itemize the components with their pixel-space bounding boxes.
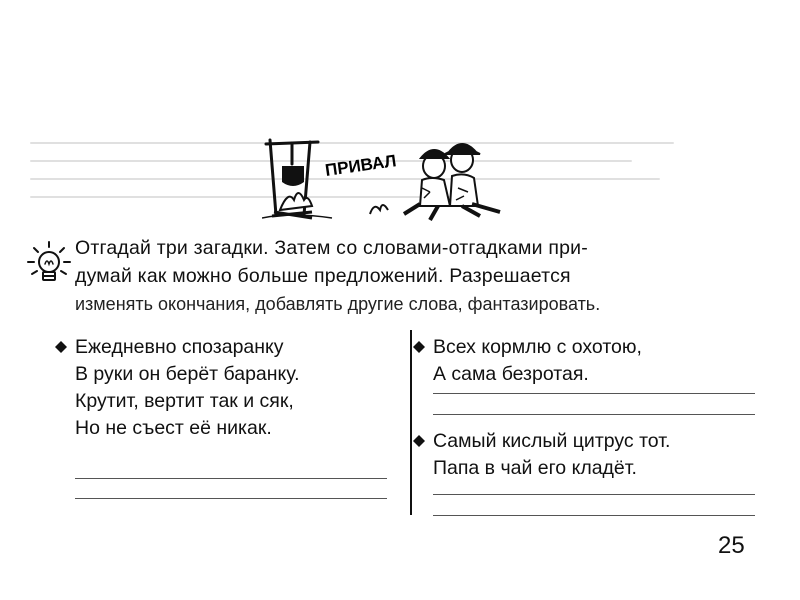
instruction-line: изменять окончания, добавлять другие слова, фантазировать.: [75, 294, 601, 314]
riddle-line: Но не съест её никак.: [75, 417, 272, 439]
riddle-2: [433, 334, 642, 388]
task-instructions: [75, 234, 765, 314]
riddle-line: Самый кислый цитрус тот.: [433, 430, 671, 452]
diamond-bullet-icon: [413, 341, 425, 353]
column-divider: [410, 330, 412, 515]
answer-line[interactable]: [433, 393, 755, 394]
answer-line[interactable]: [433, 414, 755, 415]
page-number: 25: [718, 532, 745, 559]
instruction-line: думай как можно больше предложений. Разрешается: [75, 265, 571, 287]
riddle-line: Крутит, вертит так и сяк,: [75, 390, 294, 412]
riddle-line: А сама безротая.: [433, 363, 589, 385]
answer-line[interactable]: [75, 478, 387, 479]
diamond-bullet-icon: [55, 341, 67, 353]
children-illustration: [404, 144, 500, 220]
lightbulb-icon: [26, 240, 72, 292]
riddle-line: В руки он берёт баранку.: [75, 363, 300, 385]
riddle-3: [433, 428, 670, 482]
instruction-line: Отгадай три загадки. Затем со словами-отгадками при-: [75, 237, 588, 259]
riddle-line: Всех кормлю с охотою,: [433, 336, 642, 358]
riddle-line: Папа в чай его кладёт.: [433, 457, 637, 479]
answer-line[interactable]: [433, 515, 755, 516]
diamond-bullet-icon: [413, 435, 425, 447]
answer-line[interactable]: [433, 494, 755, 495]
header-illustration: [262, 130, 517, 225]
riddle-line: Ежедневно спозаранку: [75, 336, 284, 358]
answer-line[interactable]: [75, 498, 387, 499]
riddle-1: [75, 334, 300, 442]
page-title: ПРИВАЛ: [323, 151, 398, 180]
